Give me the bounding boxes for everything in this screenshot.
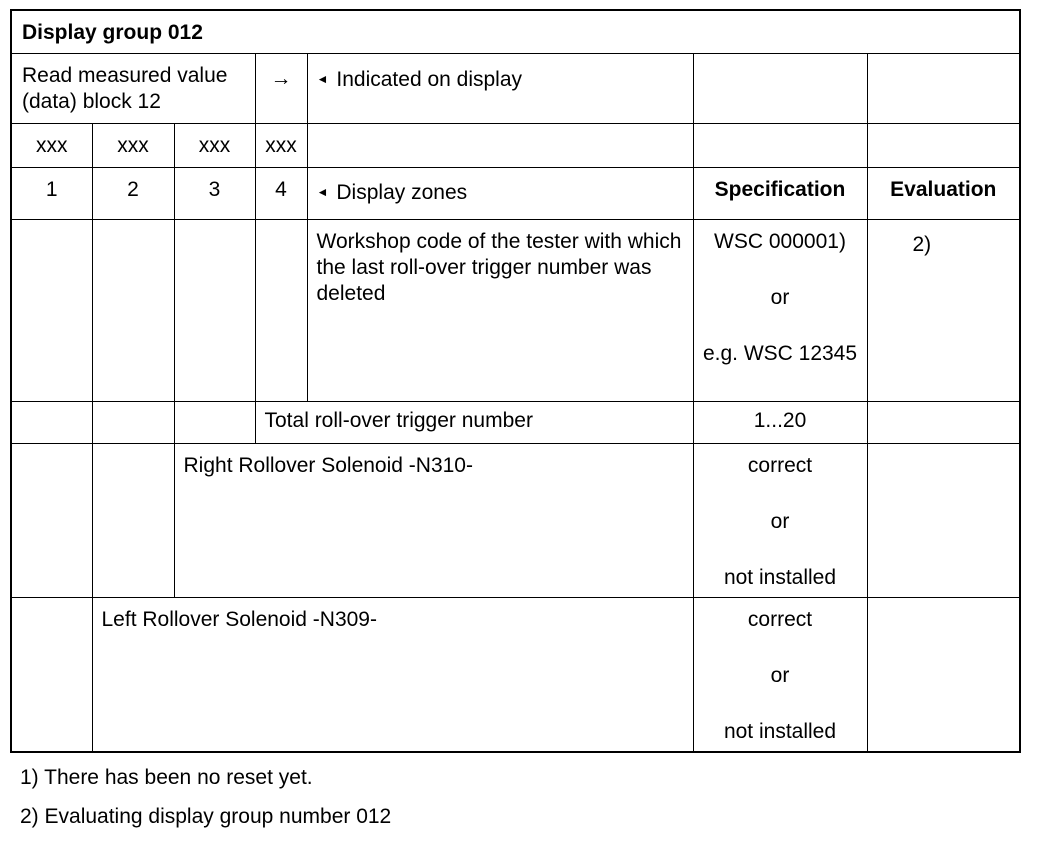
spec-line: not installed xyxy=(723,720,837,743)
spec-line: WSC 000001) xyxy=(714,230,846,253)
empty-cell xyxy=(307,124,693,168)
total-trigger-spec: 1...20 xyxy=(693,402,867,444)
spec-line: e.g. WSC 12345 xyxy=(702,342,858,365)
workshop-code-evaluation: 2) xyxy=(867,220,1020,402)
zone-number: 4 xyxy=(255,168,307,220)
empty-cell xyxy=(693,124,867,168)
empty-cell xyxy=(92,220,174,402)
left-pointing-triangle-icon: ◄ xyxy=(316,185,329,199)
spec-or: or xyxy=(770,510,790,533)
spec-or: or xyxy=(770,286,790,309)
workshop-code-description: Workshop code of the tester with which the last roll-over trigger number was deleted xyxy=(307,220,693,402)
empty-cell xyxy=(92,444,174,598)
empty-cell xyxy=(867,402,1020,444)
empty-cell xyxy=(11,220,92,402)
zone-number: 2 xyxy=(92,168,174,220)
indicated-on-display-cell xyxy=(307,54,693,124)
empty-cell xyxy=(255,220,307,402)
spec-line: correct xyxy=(747,454,813,477)
zone-number: 1 xyxy=(11,168,92,220)
empty-cell xyxy=(867,124,1020,168)
xxx-cell: xxx xyxy=(255,124,307,168)
left-solenoid-description: Left Rollover Solenoid -N309- xyxy=(92,598,693,752)
empty-cell xyxy=(867,598,1020,752)
spec-or: or xyxy=(770,664,790,687)
empty-cell xyxy=(174,402,255,444)
right-arrow-icon: → xyxy=(255,54,307,124)
total-trigger-description: Total roll-over trigger number xyxy=(255,402,693,444)
empty-cell xyxy=(867,444,1020,598)
specification-header: Specification xyxy=(693,168,867,220)
evaluation-header: Evaluation xyxy=(867,168,1020,220)
spec-line: correct xyxy=(747,608,813,631)
empty-spec-cell xyxy=(693,54,867,124)
xxx-cell: xxx xyxy=(174,124,255,168)
footnote-1: 1) There has been no reset yet. xyxy=(20,766,313,789)
right-solenoid-description: Right Rollover Solenoid -N310- xyxy=(174,444,693,598)
display-group-table xyxy=(10,9,1021,753)
left-pointing-triangle-icon: ◄ xyxy=(316,72,329,86)
zone-number: 3 xyxy=(174,168,255,220)
empty-eval-cell xyxy=(867,54,1020,124)
footnotes xyxy=(20,765,391,843)
spec-line: not installed xyxy=(723,566,837,589)
left-solenoid-spec xyxy=(693,598,867,752)
workshop-code-spec xyxy=(693,220,867,402)
read-measured-value-label: Read measured value (data) block 12 xyxy=(11,54,255,124)
empty-cell xyxy=(11,598,92,752)
table-title: Display group 012 xyxy=(11,10,1020,54)
xxx-cell: xxx xyxy=(11,124,92,168)
footnote-2: 2) Evaluating display group number 012 xyxy=(20,805,392,828)
empty-cell xyxy=(174,220,255,402)
display-zones-label: Display zones xyxy=(336,181,468,204)
xxx-cell: xxx xyxy=(92,124,174,168)
empty-cell xyxy=(11,444,92,598)
empty-cell xyxy=(92,402,174,444)
indicated-on-display-label: Indicated on display xyxy=(336,68,523,91)
empty-cell xyxy=(11,402,92,444)
display-zones-cell xyxy=(307,168,693,220)
right-solenoid-spec xyxy=(693,444,867,598)
